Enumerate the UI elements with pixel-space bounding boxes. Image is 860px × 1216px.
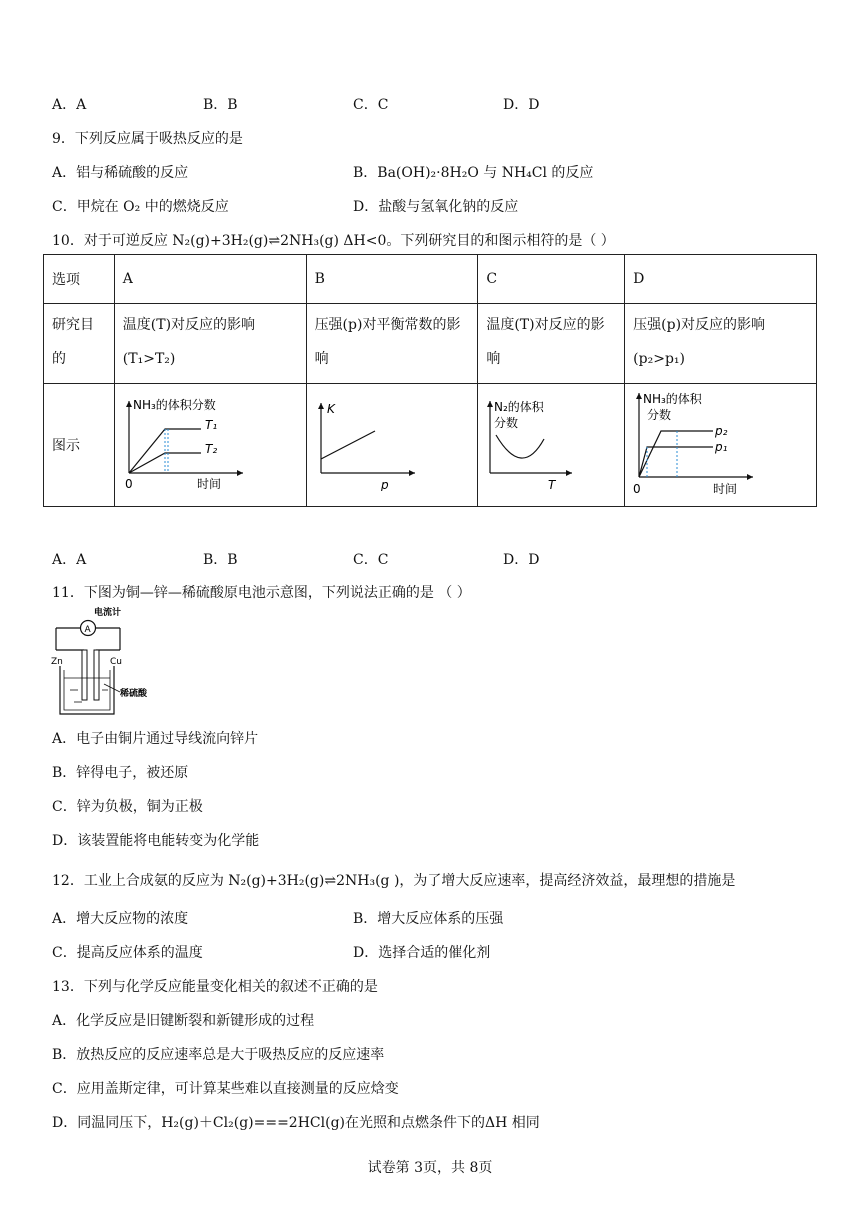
q8-option-b: B．B [203,97,238,113]
graph-d-ylabel-1: NH₃的体积 [643,392,702,406]
graph-b-xlabel: p [380,478,389,491]
q9-stem: 9．下列反应属于吸热反应的是 [52,131,243,147]
q11-option-b: B．锌得电子，被还原 [52,765,189,781]
acid-label: 稀硫酸 [120,689,148,699]
purpose-a: 温度(T)对反应的影响 (T₁>T₂) [114,304,306,384]
graph-b-ylabel: K [326,402,335,416]
graph-c-ylabel-2: 分数 [494,416,519,430]
q11-stem: 11．下图为铜—锌—稀硫酸原电池示意图，下列说法正确的是 （ ） [52,585,471,601]
page-footer: 试卷第 3页，共 8页 [367,1160,493,1176]
purpose-d: 压强(p)对反应的影响 (p₂>p₁) [625,304,817,384]
q13-stem: 13．下列与化学反应能量变化相关的叙述不正确的是 [52,979,378,995]
q8-option-d: D．D [503,97,540,113]
header-c: C [478,255,625,304]
q10-table [43,254,817,507]
graph-c-cell [478,384,625,507]
graph-b-cell [306,384,478,507]
graph-a-origin: 0 [124,477,133,491]
copper-electrode [94,650,99,700]
q9-option-c: C．甲烷在 O₂ 中的燃烧反应 [52,199,229,215]
q11-option-a: A．电子由铜片通过导线流向锌片 [52,731,259,747]
q10-stem: 10．对于可逆反应 N₂(g)+3H₂(g)⇌2NH₃(g) ΔH<0。下列研究目的和图示相符的是（ ） [52,233,615,249]
graph-a-cell [114,384,306,507]
q10-option-d: D．D [503,552,540,568]
graph-a-t1-label: T₁ [204,418,217,432]
graph-a-t2-label: T₂ [204,442,217,456]
graph-d [633,387,763,499]
header-b: B [306,255,478,304]
ammeter-label: 电流计 [94,608,122,618]
graph-b [315,395,425,491]
graph-d-ylabel-2: 分数 [647,408,672,422]
q13-option-d: D．同温同压下，H₂(g)＋Cl₂(g)===2HCl(g)在光照和点燃条件下的ΔH 相同 [52,1115,540,1131]
q9-option-d: D．盐酸与氢氧化钠的反应 [353,199,519,215]
q10-option-c: C．C [353,552,389,568]
galvanic-cell-figure [48,606,148,722]
header-d: D [625,255,817,304]
graph-c-curve [496,435,544,458]
graph-d-p2-curve [639,431,693,477]
q12-stem: 12．工业上合成氨的反应为 N₂(g)+3H₂(g)⇌2NH₃(g )，为了增大反应速率，提高经济效益，最理想的措施是 [52,873,736,889]
q11-option-c: C．锌为负极，铜为正极 [52,799,203,815]
q12-option-d: D．选择合适的催化剂 [353,945,491,961]
header-a: A [114,255,306,304]
graph-c [486,395,586,491]
q9-option-b: B．Ba(OH)₂·8H₂O 与 NH₄Cl 的反应 [353,165,594,181]
copper-label: Cu [110,657,122,667]
q12-option-c: C．提高反应体系的温度 [52,945,203,961]
ammeter-symbol: A [84,625,91,635]
figure-label: 图示 [44,384,115,507]
q13-option-a: A．化学反应是旧键断裂和新键形成的过程 [52,1013,315,1029]
q9-option-a: A．铝与稀硫酸的反应 [52,165,189,181]
q13-option-b: B．放热反应的反应速率总是大于吸热反应的反应速率 [52,1047,385,1063]
graph-d-xlabel: 时间 [713,482,738,496]
graph-a [123,395,253,491]
q10-option-a: A．A [52,552,87,568]
q11-option-d: D．该装置能将电能转变为化学能 [52,833,260,849]
zinc-electrode [82,650,87,700]
q13-option-c: C．应用盖斯定律，可计算某些难以直接测量的反应焓变 [52,1081,399,1097]
purpose-c: 温度(T)对反应的影响 [478,304,625,384]
graph-a-ylabel: NH₃的体积分数 [132,398,216,412]
zinc-label: Zn [51,657,63,667]
header-option-label: 选项 [44,255,115,304]
graph-b-line [321,431,375,459]
graph-a-xlabel: 时间 [196,477,221,491]
q8-option-a: A．A [52,97,87,113]
graph-c-ylabel-1: N₂的体积 [494,400,545,414]
graph-d-p1-curve [639,447,713,477]
purpose-b: 压强(p)对平衡常数的影响 [306,304,478,384]
graph-d-cell [625,384,817,507]
q8-option-c: C．C [353,97,389,113]
q12-option-b: B．增大反应体系的压强 [353,911,504,927]
purpose-label: 研究目的 [44,304,115,384]
graph-d-p2-label: p₂ [715,424,728,438]
graph-c-xlabel: T [548,478,556,491]
q12-option-a: A．增大反应物的浓度 [52,911,189,927]
graph-d-origin: 0 [633,482,641,496]
graph-d-p1-label: p₁ [715,440,728,454]
q10-option-b: B．B [203,552,238,568]
